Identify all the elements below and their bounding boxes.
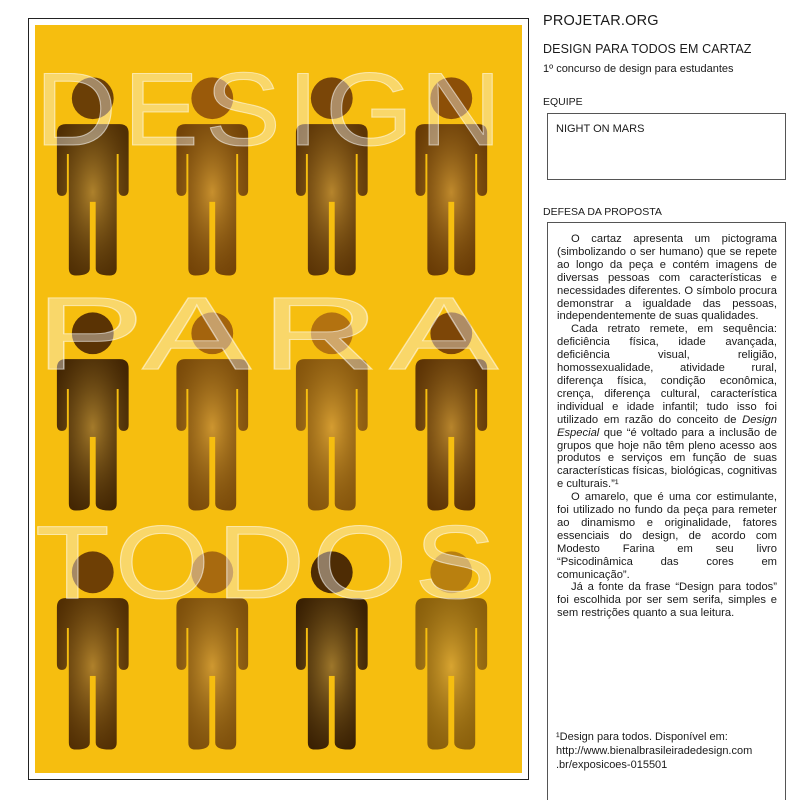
poster-artwork <box>35 25 522 773</box>
poster-svg <box>35 25 522 773</box>
site-name: PROJETAR.ORG <box>543 13 659 29</box>
footnote-line-1: ¹Design para todos. Disponível em: <box>556 731 728 743</box>
defense-paragraph-2 <box>557 323 777 491</box>
defense-paragraph-1: O cartaz apresenta um pictograma (simbolizando o ser humano) que se repete ao longo da peça e contém imagens de diversas pessoas com características e necessidades diferentes. O símbolo procura demonstrar a igualdade das pessoas, independentemente de suas qualidades. <box>557 233 777 323</box>
team-name: NIGHT ON MARS <box>556 123 645 135</box>
defense-box <box>547 222 786 800</box>
poster-word-design: DESIGN <box>35 51 509 168</box>
pictogram-photo-shading <box>57 598 129 749</box>
pictogram-photo-shading <box>176 598 248 749</box>
footnote-line-2: http://www.bienalbrasileiradedesign.com <box>556 745 753 757</box>
poster-word-todos: TODOS <box>35 504 504 621</box>
poster-frame <box>28 18 529 780</box>
footnote-line-3: .br/exposicoes-015501 <box>556 759 668 771</box>
contest-subtitle: 1º concurso de design para estudantes <box>543 63 734 75</box>
team-label: EQUIPE <box>543 96 583 108</box>
defense-paragraph-4: Já a fonte da frase “Design para todos” foi escolhida por ser sem serifa, simples e sem restrições quanto a sua leitura. <box>557 581 777 620</box>
contest-title: DESIGN PARA TODOS EM CARTAZ <box>543 42 752 56</box>
team-box <box>547 113 786 180</box>
defense-paragraph-3: O amarelo, que é uma cor estimulante, foi utilizado no fundo da peça para remeter ao dinamismo e originalidade, fatores essenciais do design, de acordo com Modesto Farina em seu livro “Psicodinâmica das cores em comunicação”. <box>557 491 777 581</box>
pictogram-photo-shading <box>415 598 487 749</box>
pictogram-photo-shading <box>296 598 368 749</box>
footnote <box>556 730 782 772</box>
defense-paragraph-2-intro: Cada retrato remete, em sequência: deficiência física, idade avançada, deficiência visual, religião, homossexualidade, atividade rural, diferença física, condição econômica, crença, diferença cultural, característica individual e idade infantil; tudo isso foi utilizado em razão do conceito de <box>557 323 777 426</box>
person-figures <box>57 77 487 749</box>
defense-label: DEFESA DA PROPOSTA <box>543 206 662 218</box>
defense-paragraph-2-rest: que “é voltado para a inclusão de grupos que hoje não têm pleno acesso aos produtos e serviços em função de suas características físicas, biológicas, cognitivas e culturais.”¹ <box>557 426 777 491</box>
design-especial-term: Design Especial <box>557 413 777 439</box>
defense-text <box>557 233 777 620</box>
poster-word-para: PARA <box>35 275 509 392</box>
